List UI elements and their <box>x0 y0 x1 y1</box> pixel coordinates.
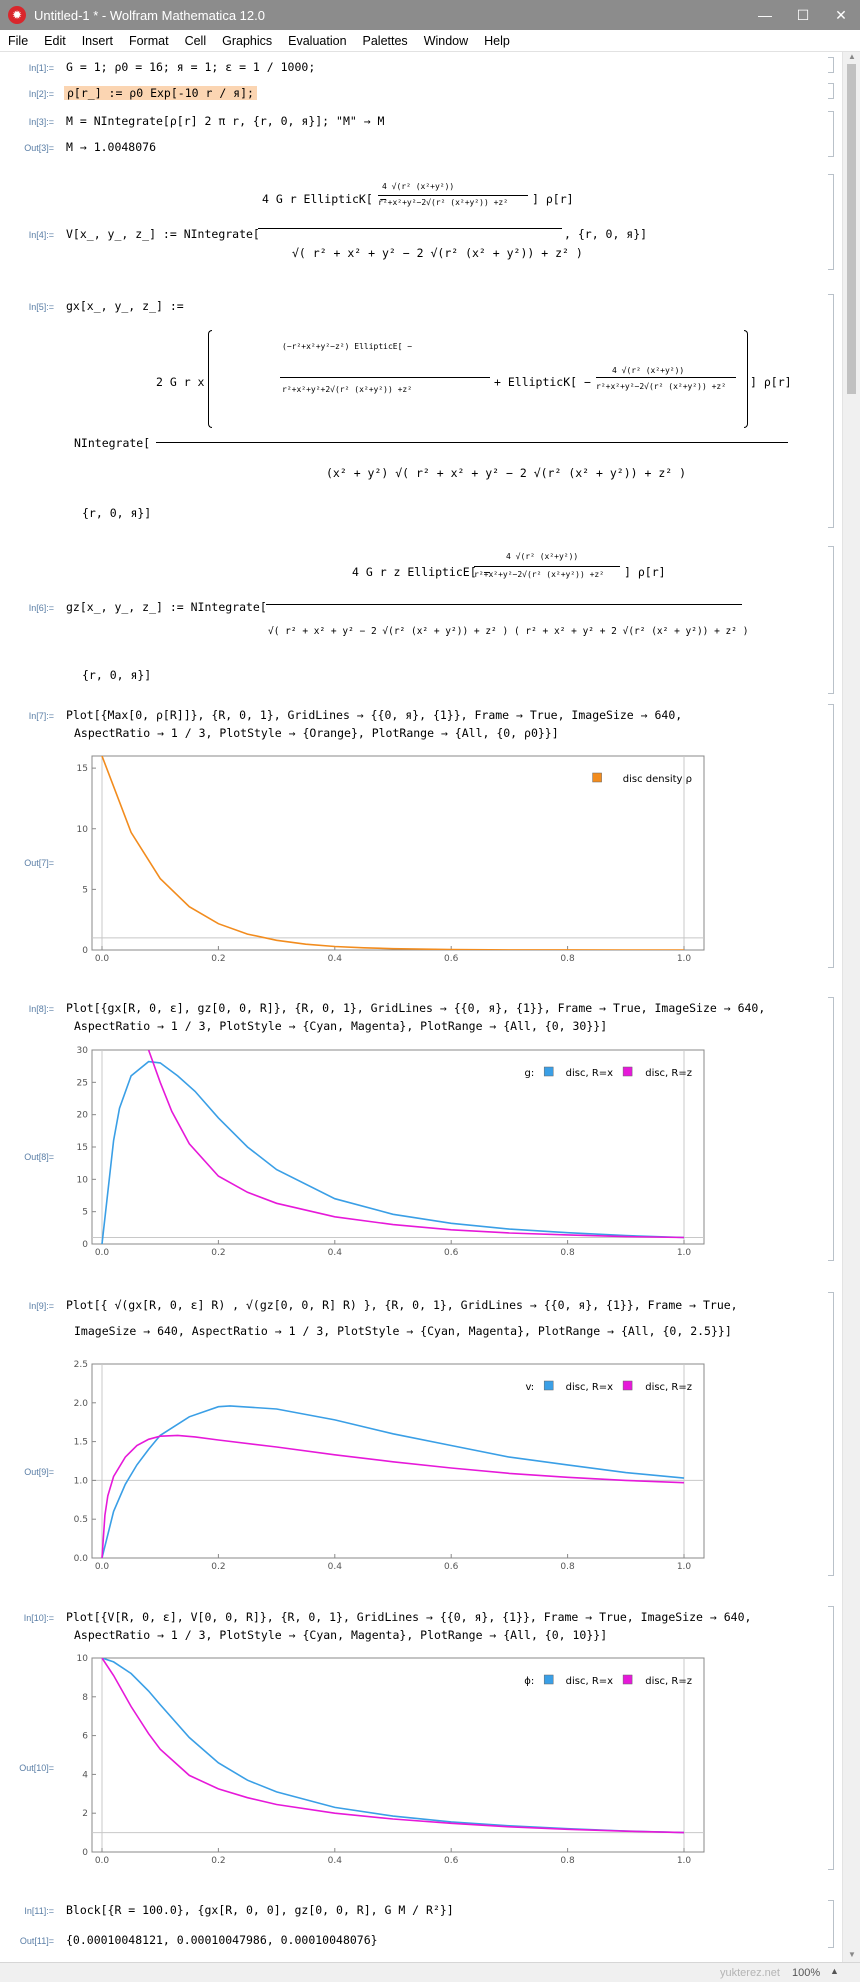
input-cell-4-frac-bottom: r²+x²+y²−2√(r² (x²+y²)) +z² <box>378 198 509 207</box>
x-tick-label: 0.6 <box>444 1248 459 1258</box>
x-tick-label: 0.2 <box>211 1562 226 1572</box>
input-cell-6-lhs[interactable]: gz[x_, y_, z_] := NIntegrate[ <box>66 600 267 614</box>
input-cell-5-plus: + EllipticK[ − <box>494 375 591 389</box>
input-cell-4-num-end: ] ρ[r] <box>532 192 574 206</box>
cell-bracket[interactable] <box>828 1606 834 1870</box>
y-tick-label: 2.0 <box>73 1398 88 1409</box>
input-cell-10-line1[interactable]: Plot[{V[R, 0, ε], V[0, 0, R]}, {R, 0, 1}, GridLines → {{0, я}, {1}}, Frame → True, ImageSize → 640, <box>66 1610 752 1624</box>
input-cell-5-num-end: ] ρ[r] <box>750 375 792 389</box>
input-cell-4-frac-top: 4 √(r² (x²+y²)) <box>382 182 455 191</box>
cell-label: Out[7]= <box>24 858 54 868</box>
scroll-up-icon[interactable]: ▲ <box>848 52 856 61</box>
menu-window[interactable]: Window <box>423 33 469 48</box>
x-tick-label: 0.2 <box>211 1248 226 1258</box>
x-tick-label: 0.8 <box>560 1562 575 1572</box>
x-tick-label: 0.4 <box>327 954 342 964</box>
input-cell-3[interactable]: M = NIntegrate[ρ[r] 2 π r, {r, 0, я}]; "M" → M <box>66 114 385 128</box>
input-cell-7-line1[interactable]: Plot[{Max[0, ρ[R]]}, {R, 0, 1}, GridLines → {{0, я}, {1}}, Frame → True, ImageSize → 640, <box>66 708 683 722</box>
x-tick-label: 0.8 <box>560 954 575 964</box>
input-cell-4-denominator: √( r² + x² + y² − 2 √(r² (x² + y²)) + z² ) <box>292 246 583 260</box>
cell-label: Out[11]= <box>19 1936 54 1946</box>
plot-frame <box>92 1364 704 1558</box>
plot-disc-density[interactable] <box>62 750 712 966</box>
input-cell-6-frac-top: 4 √(r² (x²+y²)) <box>506 552 579 561</box>
cell-bracket[interactable] <box>828 57 834 73</box>
input-cell-8-line1[interactable]: Plot[{gx[R, 0, ε], gz[0, 0, R]}, {R, 0, 1}, GridLines → {{0, я}, {1}}, Frame → True, ImageSize → 640, <box>66 1001 766 1015</box>
x-tick-label: 1.0 <box>676 1248 692 1258</box>
legend-label-0: disc, R=x <box>565 1676 614 1687</box>
fraction-line <box>474 566 620 567</box>
plot-frame <box>92 756 704 950</box>
x-tick-label: 0.0 <box>94 1248 110 1258</box>
status-bar <box>0 1962 860 1982</box>
fraction-line <box>258 228 562 229</box>
input-cell-9-line2[interactable]: ImageSize → 640, AspectRatio → 1 / 3, PlotStyle → {Cyan, Magenta}, PlotRange → {All, {0, 2.5}}] <box>74 1324 732 1338</box>
legend-label-1: disc, R=z <box>645 1068 692 1079</box>
legend-label-0: disc density ρ <box>622 774 692 785</box>
scrollbar-thumb[interactable] <box>847 64 856 394</box>
menu-evaluation[interactable]: Evaluation <box>288 33 347 48</box>
cell-bracket[interactable] <box>828 1292 834 1576</box>
menu-insert[interactable]: Insert <box>81 33 113 48</box>
cell-bracket[interactable] <box>828 546 834 694</box>
plot-potential[interactable] <box>62 1652 712 1868</box>
legend-swatch-1 <box>623 1675 632 1684</box>
fraction-line <box>266 604 742 605</box>
cell-bracket[interactable] <box>828 704 834 968</box>
y-tick-label: 15 <box>76 764 88 775</box>
legend-swatch-0 <box>593 773 602 782</box>
y-tick-label: 1.5 <box>73 1437 88 1448</box>
cell-bracket[interactable] <box>828 997 834 1261</box>
cell-label: Out[8]= <box>24 1152 54 1162</box>
x-tick-label: 0.2 <box>211 954 226 964</box>
cell-bracket[interactable] <box>828 174 834 270</box>
mathematica-logo-icon: ✹ <box>8 6 26 24</box>
window-title: Untitled-1 * - Wolfram Mathematica 12.0 <box>34 7 265 23</box>
y-tick-label: 6 <box>82 1731 88 1742</box>
x-tick-label: 0.2 <box>211 1856 226 1866</box>
legend-swatch-0 <box>544 1067 553 1076</box>
close-button[interactable]: ✕ <box>835 6 847 23</box>
output-cell-11[interactable]: {0.00010048121, 0.00010047986, 0.00010048076} <box>66 1933 378 1947</box>
y-tick-label: 0 <box>82 1848 88 1858</box>
zoom-dropdown-icon[interactable]: ▲ <box>830 1966 839 1976</box>
zoom-level[interactable]: 100% <box>792 1967 821 1979</box>
x-tick-label: 0.0 <box>94 1562 110 1572</box>
y-tick-label: 1.0 <box>73 1476 88 1487</box>
legend-label-0: disc, R=x <box>565 1382 614 1393</box>
x-tick-label: 0.6 <box>444 954 459 964</box>
cell-label: In[5]:= <box>28 302 54 312</box>
menu-help[interactable]: Help <box>484 33 510 48</box>
y-tick-label: 10 <box>76 1175 88 1186</box>
legend-swatch-1 <box>623 1381 632 1390</box>
plot-acceleration[interactable] <box>62 1044 712 1260</box>
cell-bracket[interactable] <box>828 294 834 528</box>
legend-title: ϕ: <box>524 1676 535 1687</box>
legend-label-0: disc, R=x <box>565 1068 614 1079</box>
fraction-line <box>280 377 490 378</box>
title-bar <box>0 0 860 30</box>
cell-label: In[3]:= <box>28 117 54 127</box>
input-cell-5-lhs[interactable]: gx[x_, y_, z_] := <box>66 299 184 313</box>
cell-label: Out[10]= <box>19 1763 54 1773</box>
legend-label-1: disc, R=z <box>645 1382 692 1393</box>
scroll-down-icon[interactable]: ▼ <box>848 1950 856 1959</box>
plot-velocity[interactable] <box>62 1358 712 1574</box>
x-tick-label: 1.0 <box>676 1856 692 1866</box>
x-tick-label: 1.0 <box>676 954 692 964</box>
cell-label: In[2]:= <box>28 89 54 99</box>
input-cell-9-line1[interactable]: Plot[{ √(gx[R, 0, ε] R) , √(gz[0, 0, R] R) }, {R, 0, 1}, GridLines → {{0, я}, {1}}, Frame → True, <box>66 1298 738 1312</box>
y-tick-label: 2 <box>82 1809 88 1820</box>
y-tick-label: 8 <box>82 1692 88 1703</box>
plot-frame <box>92 1658 704 1852</box>
y-tick-label: 10 <box>76 824 88 835</box>
y-tick-label: 4 <box>82 1770 88 1781</box>
paren-open <box>208 330 212 428</box>
x-tick-label: 0.4 <box>327 1562 342 1572</box>
input-cell-6-denominator: √( r² + x² + y² − 2 √(r² (x² + y²)) + z² ) ( r² + x² + y² + 2 √(r² (x² + y²)) + z² ) <box>268 626 749 637</box>
legend-title: v: <box>525 1382 535 1393</box>
input-cell-6-frac-bottom: r²+x²+y²−2√(r² (x²+y²)) +z² <box>474 570 605 579</box>
cell-label: Out[3]= <box>24 143 54 153</box>
fraction-line <box>596 377 736 378</box>
input-cell-5-numerator: 2 G r x <box>156 375 205 389</box>
legend-label-1: disc, R=z <box>645 1676 692 1687</box>
menu-bar <box>0 30 860 52</box>
x-tick-label: 0.0 <box>94 954 110 964</box>
cell-label: In[4]:= <box>28 230 54 240</box>
cell-label: In[8]:= <box>28 1004 54 1014</box>
input-cell-6-numerator: 4 G r z EllipticE[ − <box>352 565 491 579</box>
input-cell-7-line2[interactable]: AspectRatio → 1 / 3, PlotStyle → {Orange}, PlotRange → {All, {0, ρ0}}] <box>74 726 559 740</box>
fraction-line <box>156 442 788 443</box>
input-cell-2[interactable]: ρ[r_] := ρ0 Exp[-10 r / я]; <box>64 86 257 100</box>
cell-label: Out[9]= <box>24 1467 54 1477</box>
input-cell-4-tail: , {r, 0, я}] <box>564 227 648 241</box>
input-cell-6-num-end: ] ρ[r] <box>624 565 666 579</box>
input-cell-5-tail: {r, 0, я}] <box>82 506 152 520</box>
x-tick-label: 0.8 <box>560 1856 575 1866</box>
cell-label: In[9]:= <box>28 1301 54 1311</box>
cell-label: In[10]:= <box>23 1613 54 1623</box>
y-tick-label: 0.5 <box>73 1515 88 1526</box>
maximize-button[interactable]: ☐ <box>796 6 810 23</box>
input-cell-5-term1-bottom: r²+x²+y²+2√(r² (x²+y²)) +z² <box>282 385 413 394</box>
input-cell-4-numerator: 4 G r EllipticK[ − <box>262 192 387 206</box>
cell-label: In[7]:= <box>28 711 54 721</box>
y-tick-label: 0 <box>82 946 88 956</box>
input-cell-4-lhs[interactable]: V[x_, y_, z_] := NIntegrate[ <box>66 227 260 241</box>
legend-swatch-1 <box>623 1067 632 1076</box>
legend-swatch-0 <box>544 1675 553 1684</box>
x-tick-label: 0.0 <box>94 1856 110 1866</box>
x-tick-label: 0.8 <box>560 1248 575 1258</box>
y-tick-label: 0 <box>82 1240 88 1250</box>
menu-format[interactable]: Format <box>128 33 169 48</box>
watermark: yukterez.net <box>720 1967 780 1979</box>
y-tick-label: 5 <box>82 885 88 896</box>
input-cell-10-line2[interactable]: AspectRatio → 1 / 3, PlotStyle → {Cyan, Magenta}, PlotRange → {All, {0, 10}}] <box>74 1628 608 1642</box>
x-tick-label: 0.4 <box>327 1248 342 1258</box>
cell-bracket[interactable] <box>828 83 834 99</box>
notebook[interactable] <box>0 52 842 1962</box>
menu-palettes[interactable]: Palettes <box>362 33 408 48</box>
legend-swatch-0 <box>544 1381 553 1390</box>
minimize-button[interactable]: — <box>758 7 772 23</box>
x-tick-label: 0.6 <box>444 1856 459 1866</box>
y-tick-label: 30 <box>76 1046 88 1056</box>
cell-bracket[interactable] <box>828 111 834 157</box>
fraction-line <box>378 195 528 196</box>
input-cell-5-term1-top: (−r²+x²+y²−z²) EllipticE[ − <box>282 342 413 351</box>
input-cell-11[interactable]: Block[{R = 100.0}, {gx[R, 0, 0], gz[0, 0, R], G M / R²}] <box>66 1903 454 1917</box>
output-cell-3[interactable]: M → 1.0048076 <box>66 140 157 154</box>
input-cell-5-term2-top: 4 √(r² (x²+y²)) <box>612 366 685 375</box>
y-tick-label: 25 <box>76 1078 88 1089</box>
menu-cell[interactable]: Cell <box>184 33 207 48</box>
input-cell-6-tail: {r, 0, я}] <box>82 668 152 682</box>
cell-label: In[6]:= <box>28 603 54 613</box>
menu-file[interactable]: File <box>8 33 29 48</box>
paren-close <box>744 330 748 428</box>
y-tick-label: 0.0 <box>73 1554 88 1564</box>
cell-bracket[interactable] <box>828 1900 834 1948</box>
menu-graphics[interactable]: Graphics <box>222 33 273 48</box>
y-tick-label: 5 <box>82 1207 88 1218</box>
cell-label: In[11]:= <box>24 1906 54 1916</box>
menu-edit[interactable]: Edit <box>44 33 66 48</box>
x-tick-label: 0.6 <box>444 1562 459 1572</box>
x-tick-label: 0.4 <box>327 1856 342 1866</box>
x-tick-label: 1.0 <box>676 1562 692 1572</box>
y-tick-label: 20 <box>76 1110 88 1121</box>
y-tick-label: 10 <box>76 1654 88 1664</box>
vertical-scrollbar[interactable] <box>842 52 860 1962</box>
legend-title: g: <box>524 1068 535 1079</box>
input-cell-5-nintegrate: NIntegrate[ <box>74 436 151 450</box>
y-tick-label: 2.5 <box>73 1360 88 1370</box>
input-cell-1[interactable]: G = 1; ρ0 = 16; я = 1; ε = 1 / 1000; <box>66 60 316 74</box>
input-cell-5-denominator: (x² + y²) √( r² + x² + y² − 2 √(r² (x² + y²)) + z² ) <box>326 466 687 480</box>
cell-label: In[1]:= <box>28 63 54 73</box>
input-cell-5-term2-bottom: r²+x²+y²−2√(r² (x²+y²)) +z² <box>596 382 727 391</box>
input-cell-8-line2[interactable]: AspectRatio → 1 / 3, PlotStyle → {Cyan, Magenta}, PlotRange → {All, {0, 30}}] <box>74 1019 608 1033</box>
y-tick-label: 15 <box>76 1143 88 1153</box>
